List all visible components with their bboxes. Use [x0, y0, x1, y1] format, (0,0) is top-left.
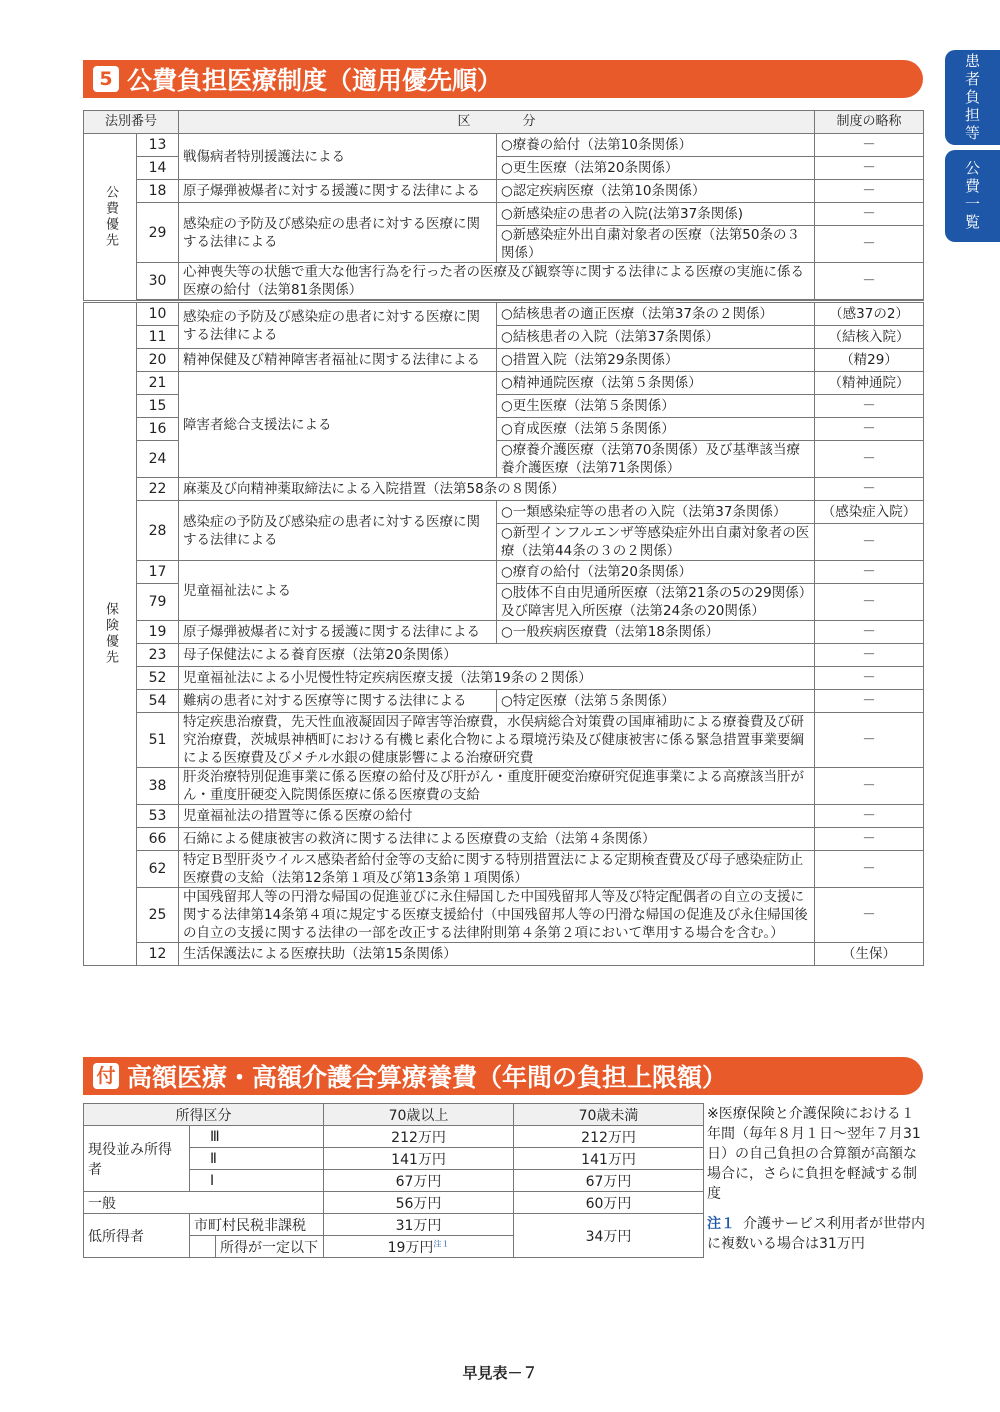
table-row: 保険優先 10 感染症の予防及び感染症の患者に対する医療に関する法律による ○結核患者の適正医療（法第37条の２関係） （感37の2） [84, 302, 924, 326]
table-row: 公費優先 13 戦傷病者特別援護法による ○療養の給付（法第10条関係） － [84, 134, 924, 157]
page-footer: 早見表－７ [462, 1364, 538, 1382]
note-main: ※医療保険と介護保険における１年間（毎年８月１日～翌年７月31日）の自己負担の合算額が高額な場合に，さらに負担を軽減する制度 [707, 1106, 921, 1202]
table-row: 12 生活保護法による医療扶助（法第15条関係） （生保） [84, 943, 924, 966]
table-row: 24 ○療養介護医療（法第70条関係）及び基準該当療養介護医療（法第71条関係） － [84, 441, 924, 478]
table-row: 20 精神保健及び精神障害者福祉に関する法律による ○措置入院（法第29条関係） （精29） [84, 349, 924, 372]
group-kouhi-label: 公費優先 [84, 134, 137, 302]
table-row: 66 石綿による健康被害の救済に関する法律による医療費の支給（法第４条関係） － [84, 828, 924, 851]
section6-banner [83, 1057, 923, 1095]
section5-number: 5 [93, 66, 119, 92]
sidetab-patient-burden[interactable]: 患者負担等 [945, 50, 1000, 145]
table-row: 51 特定疾患治療費，先天性血液凝固因子障害等治療費，水俣病総合対策費の国庫補助による療養費及び研究治療費，茨城県神栖町における有機ヒ素化合物による環境汚染及び健康被害に係る緊急措置事業要綱による医療費及びメチル水銀の健康影響による治療研究費 － [84, 713, 924, 768]
table-row: 28 感染症の予防及び感染症の患者に対する医療に関する法律による ○一類感染症等の患者の入院（法第37条関係） （感染症入院） [84, 501, 924, 524]
section6-number: 付 [93, 1063, 119, 1089]
table-row: ○新型インフルエンザ等感染症外出自粛対象者の医療（法第44条の３の２関係） － [84, 524, 924, 561]
sidetab-public-expense-list[interactable]: 公費一覧 [945, 150, 1000, 242]
public-expense-table [83, 110, 924, 966]
table-row: 23 母子保健法による養育医療（法第20条関係） － [84, 644, 924, 667]
section6-title: 高額医療・高額介護合算療養費（年間の負担上限額） [127, 1063, 728, 1092]
section5-banner [83, 60, 923, 98]
table-row: 29 感染症の予防及び感染症の患者に対する医療に関する法律による ○新感染症の患者の入院(法第37条関係) － [84, 203, 924, 226]
section5-title: 公費負担医療制度（適用優先順） [127, 66, 503, 95]
table-row: 一般 56万円 60万円 [84, 1192, 704, 1214]
table-row: 52 児童福祉法による小児慢性特定疾病医療支援（法第19条の２関係） － [84, 667, 924, 690]
group-hoken-label: 保険優先 [84, 302, 137, 966]
table-row: 15 ○更生医療（法第５条関係） － [84, 395, 924, 418]
table-row: Ⅱ 141万円 141万円 [84, 1148, 704, 1170]
table-row: 25 中国残留邦人等の円滑な帰国の促進並びに永住帰国した中国残留邦人等及び特定配偶者の自立の支援に関する法律第14条第４項に規定する医療支援給付（中国残留邦人等の円滑な帰国の促進及び永住帰国後の自立の支援に関する法律の一部を改正する法律附則第４条第２項において準用する場合を含む。） － [84, 888, 924, 943]
kogaku-table [83, 1103, 704, 1258]
table-row: Ⅰ 67万円 67万円 [84, 1170, 704, 1192]
table-row: 所得が一定以下 19万円$^{注1}$ [84, 1236, 704, 1258]
table-header: 所得区分 70歳以上 70歳未満 [84, 1104, 704, 1126]
table-row: 現役並み所得者 Ⅲ 212万円 212万円 [84, 1126, 704, 1148]
table-row: 53 児童福祉法の措置等に係る医療の給付 － [84, 805, 924, 828]
table-row: 18 原子爆弾被爆者に対する援護に関する法律による ○認定疾病医療（法第10条関係） － [84, 180, 924, 203]
table-row: 30 心神喪失等の状態で重大な他害行為を行った者の医療及び観察等に関する法律による医療の実施に係る医療の給付（法第81条関係） － [84, 263, 924, 300]
table-row: 54 難病の患者に対する医療等に関する法律による ○特定医療（法第５条関係） － [84, 690, 924, 713]
note-1: 注１ 介護サービス利用者が世帯内に複数いる場合は31万円 [707, 1216, 925, 1252]
table-row: 11 ○結核患者の入院（法第37条関係） （結核入院） [84, 326, 924, 349]
table-header: 法別番号 区 分 制度の略称 [84, 111, 924, 134]
table-row: 38 肝炎治療特別促進事業に係る医療の給付及び肝がん・重度肝硬変治療研究促進事業による高療該当肝がん・重度肝硬変入院関係医療に係る医療費の支給 － [84, 768, 924, 805]
table-row: ○新感染症外出自粛対象者の医療（法第50条の３関係） － [84, 226, 924, 263]
table-row: 62 特定Ｂ型肝炎ウイルス感染者給付金等の支給に関する特別措置法による定期検査費及び母子感染症防止医療費の支給（法第12条第１項及び第13条第１項関係） － [84, 851, 924, 888]
note1-label: 注１ [707, 1216, 735, 1232]
table-row: 14 ○更生医療（法第20条関係） － [84, 157, 924, 180]
table-row: 19 原子爆弾被爆者に対する援護に関する法律による ○一般疾病医療費（法第18条関係） － [84, 621, 924, 644]
table-row: 22 麻薬及び向精神薬取締法による入院措置（法第58条の８関係） － [84, 478, 924, 501]
table-row: 21 障害者総合支援法による ○精神通院医療（法第５条関係） （精神通院） [84, 372, 924, 395]
table-row: 17 児童福祉法による ○療育の給付（法第20条関係） － [84, 561, 924, 584]
table-row: 79 ○肢体不自由児通所医療（法第21条の5の29関係）及び障害児入所医療（法第24条の20関係） － [84, 584, 924, 621]
table-row: 低所得者 市町村民税非課税 31万円 34万円 [84, 1214, 704, 1236]
table-row: 16 ○育成医療（法第５条関係） － [84, 418, 924, 441]
